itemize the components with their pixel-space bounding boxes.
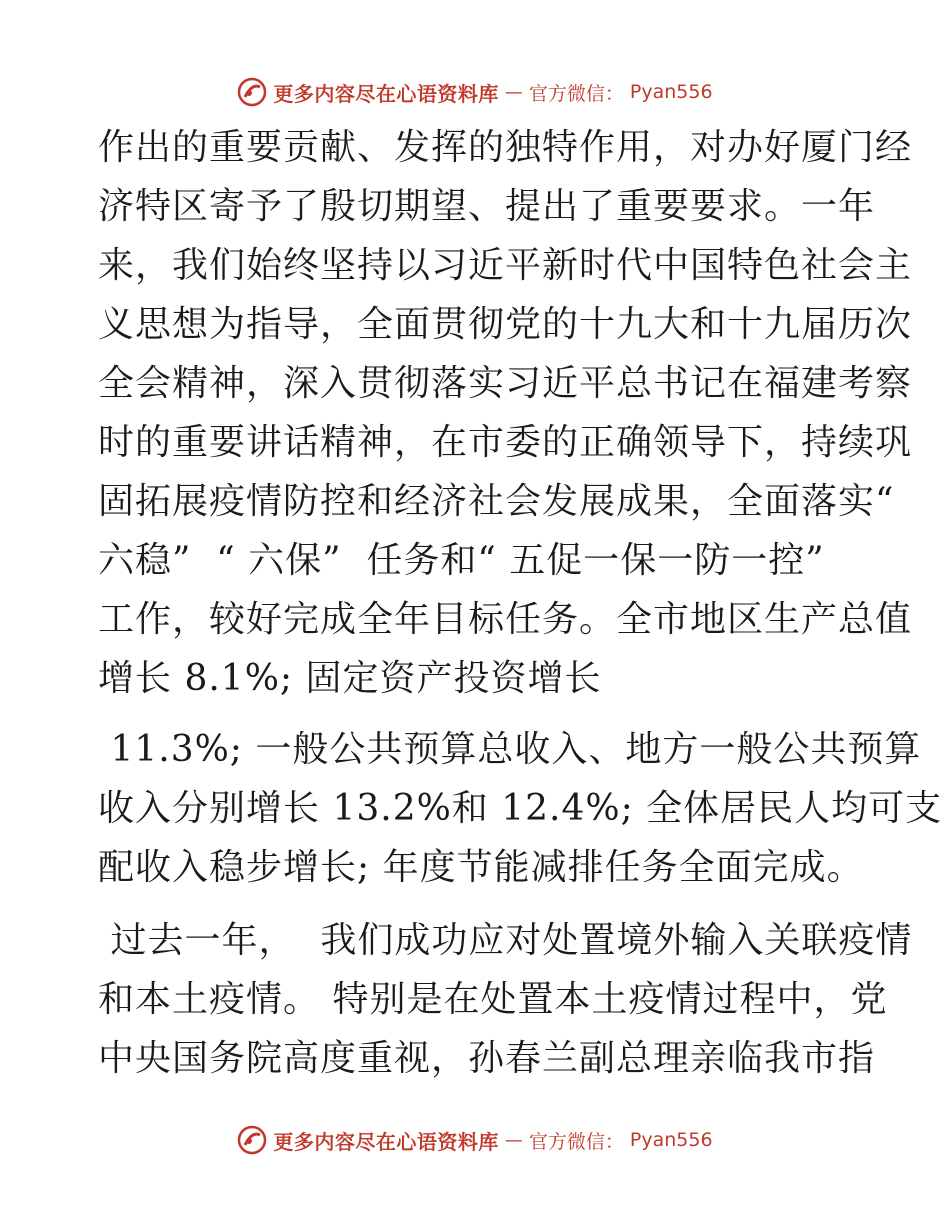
text-line: 11.3%; 一般公共预算总收入、地方一般公共预算: [98, 729, 922, 770]
watermark-brand-text: 更多内容尽在心语资料库: [273, 1129, 499, 1154]
brand-logo-icon: [237, 1125, 267, 1155]
paragraph-1: [98, 118, 913, 708]
paragraph-3: [98, 911, 913, 1088]
header-watermark: [0, 72, 950, 112]
text-line: 作出的重要贡献、发挥的独特作用，对办好厦门经: [98, 127, 913, 168]
watermark-wechat-id: Pyan556: [629, 81, 713, 103]
watermark-wechat-label: 官方微信：: [528, 1130, 624, 1153]
text-line: 工作，较好完成全年目标任务。全市地区生产总值: [98, 599, 913, 640]
text-line: 配收入稳步增长; 年度节能减排任务全面完成。: [98, 847, 864, 888]
watermark-wechat-label: 官方微信：: [528, 82, 624, 105]
text-line: 固拓展疫情防控和经济社会发展成果，全面落实“: [98, 481, 895, 522]
text-line: 义思想为指导，全面贯彻党的十九大和十九届历次: [98, 304, 913, 345]
text-line: 济特区寄予了殷切期望、提出了重要要求。一年: [98, 186, 876, 227]
watermark-brand-text: 更多内容尽在心语资料库: [273, 81, 499, 106]
brand-logo-icon: [237, 77, 267, 107]
document-body: [98, 118, 943, 1088]
watermark-wechat-id: Pyan556: [629, 1129, 713, 1151]
text-line: 来，我们始终坚持以习近平新时代中国特色社会主: [98, 245, 913, 286]
text-line: 全会精神，深入贯彻落实习近平总书记在福建考察: [98, 363, 913, 404]
text-line: 时的重要讲话精神，在市委的正确领导下，持续巩: [98, 422, 913, 463]
text-line: 过去一年， 我们成功应对处置境外输入关联疫情: [98, 920, 913, 961]
watermark-separator: —: [504, 81, 523, 103]
footer-watermark: [0, 1120, 950, 1160]
watermark-separator: —: [504, 1129, 523, 1151]
paragraph-2: [98, 720, 943, 897]
text-line: 增长 8.1%; 固定资产投资增长: [98, 658, 602, 699]
text-line: 六稳” “ 六保” 任务和“ 五促一保一防一控”: [98, 540, 825, 581]
text-line: 和本土疫情。 特别是在处置本土疫情过程中，党: [98, 979, 888, 1020]
text-line: 收入分别增长 13.2%和 12.4%; 全体居民人均可支: [98, 788, 943, 829]
text-line: 中央国务院高度重视，孙春兰副总理亲临我市指: [98, 1038, 876, 1079]
